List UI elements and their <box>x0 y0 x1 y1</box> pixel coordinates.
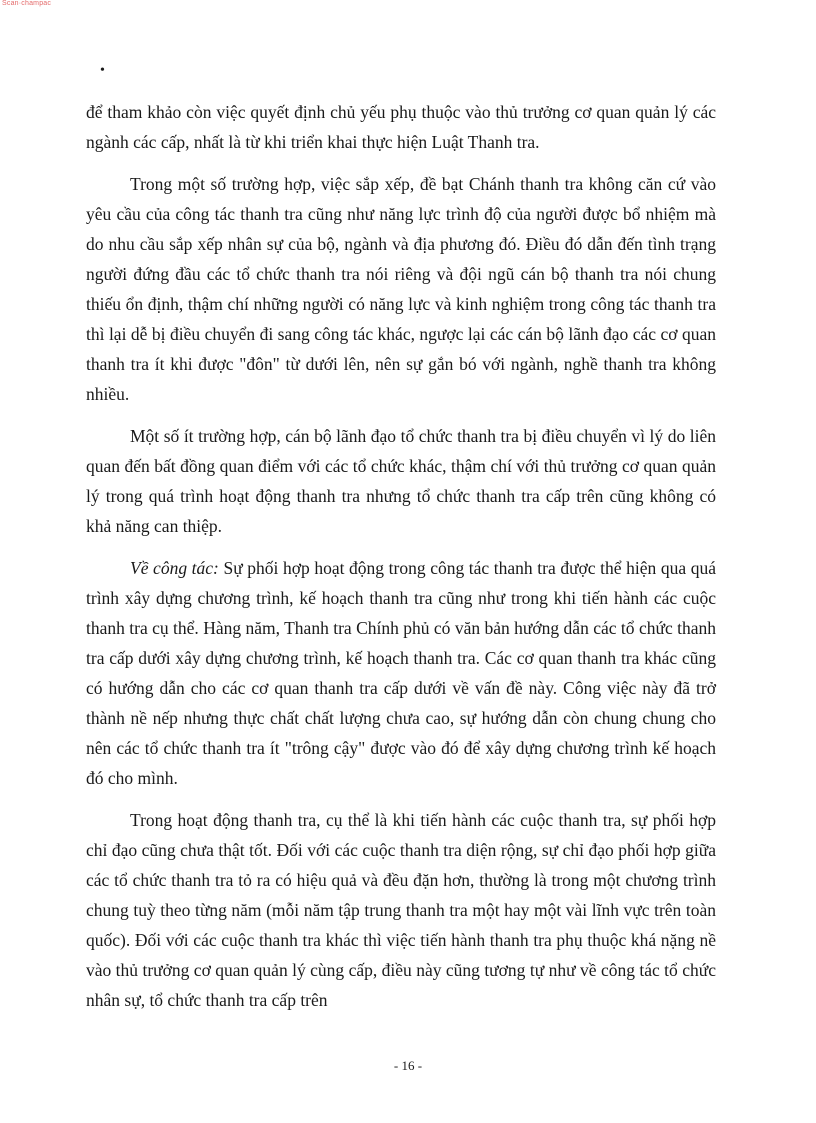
paragraph-5-text: Trong hoạt động thanh tra, cụ thể là khi tiến hành các cuộc thanh tra, sự phối hợp chỉ đạo cũng chưa thật tốt. Đối với các cuộc thanh tra diện rộng, sự chỉ đạo phối hợp giữa các tổ chức thanh tra tỏ ra có hiệu quả và đều đặn hơn, thường là trong một chương trình chung tuỳ theo từng năm (mỗi năm tập trung thanh tra một hay một vài lĩnh vực trên toàn quốc). Đối với các cuộc thanh tra khác thì việc tiến hành thanh tra phụ thuộc khá nặng nề vào thủ trưởng cơ quan quản lý cùng cấp, điều này cũng tương tự như về công tác tổ chức nhân sự, tổ chức thanh tra cấp trên <box>86 810 716 1010</box>
paragraph-1 <box>86 97 716 157</box>
scan-bullet-mark: • <box>100 63 105 78</box>
paragraph-3-text: Một số ít trường hợp, cán bộ lãnh đạo tổ chức thanh tra bị điều chuyển vì lý do liên quan đến bất đồng quan điểm với các tổ chức khác, thậm chí với thủ trưởng cơ quan quản lý trong quá trình hoạt động thanh tra nhưng tổ chức thanh tra cấp trên cũng không có khả năng can thiệp. <box>86 426 716 536</box>
paragraph-4-text: Sự phối hợp hoạt động trong công tác thanh tra được thể hiện qua quá trình xây dựng chương trình, kế hoạch thanh tra cũng như trong khi tiến hành các cuộc thanh tra cụ thể. Hàng năm, Thanh tra Chính phủ có văn bản hướng dẫn các tổ chức thanh tra cấp dưới xây dựng chương trình, kế hoạch thanh tra. Các cơ quan thanh tra khác cũng có hướng dẫn cho các cơ quan thanh tra cấp dưới về vấn đề này. Công việc này đã trở thành nề nếp nhưng thực chất chất lượng chưa cao, sự hướng dẫn còn chung chung cho nên các tổ chức thanh tra ít "trông cậy" được vào đó để xây dựng chương trình kế hoạch đó cho mình. <box>86 558 716 788</box>
page-number: - 16 - <box>393 1058 423 1073</box>
paragraph-4 <box>86 553 716 793</box>
paragraph-2 <box>86 169 716 409</box>
scanner-watermark: Scan·champac <box>2 0 52 7</box>
paragraph-2-text: Trong một số trường hợp, việc sắp xếp, đề bạt Chánh thanh tra không căn cứ vào yêu cầu của công tác thanh tra cũng như năng lực trình độ của người được bổ nhiệm mà do nhu cầu sắp xếp nhân sự của bộ, ngành và địa phương đó. Điều đó dẫn đến tình trạng người đứng đầu các tổ chức thanh tra nói riêng và đội ngũ cán bộ thanh tra nói chung thiếu ổn định, thậm chí những người có năng lực và kinh nghiệm trong công tác thanh tra thì lại dễ bị điều chuyển đi sang công tác khác, ngược lại các cán bộ lãnh đạo các cơ quan thanh tra ít khi được "đôn" từ dưới lên, nên sự gắn bó với ngành, nghề thanh tra không nhiều. <box>86 174 716 404</box>
page-body <box>86 97 716 1027</box>
paragraph-5 <box>86 805 716 1015</box>
paragraph-3 <box>86 421 716 541</box>
paragraph-1-text: để tham khảo còn việc quyết định chủ yếu phụ thuộc vào thủ trưởng cơ quan quản lý các ngành các cấp, nhất là từ khi triển khai thực hiện Luật Thanh tra. <box>86 102 716 152</box>
paragraph-4-lead-in: Về công tác: <box>130 558 219 578</box>
